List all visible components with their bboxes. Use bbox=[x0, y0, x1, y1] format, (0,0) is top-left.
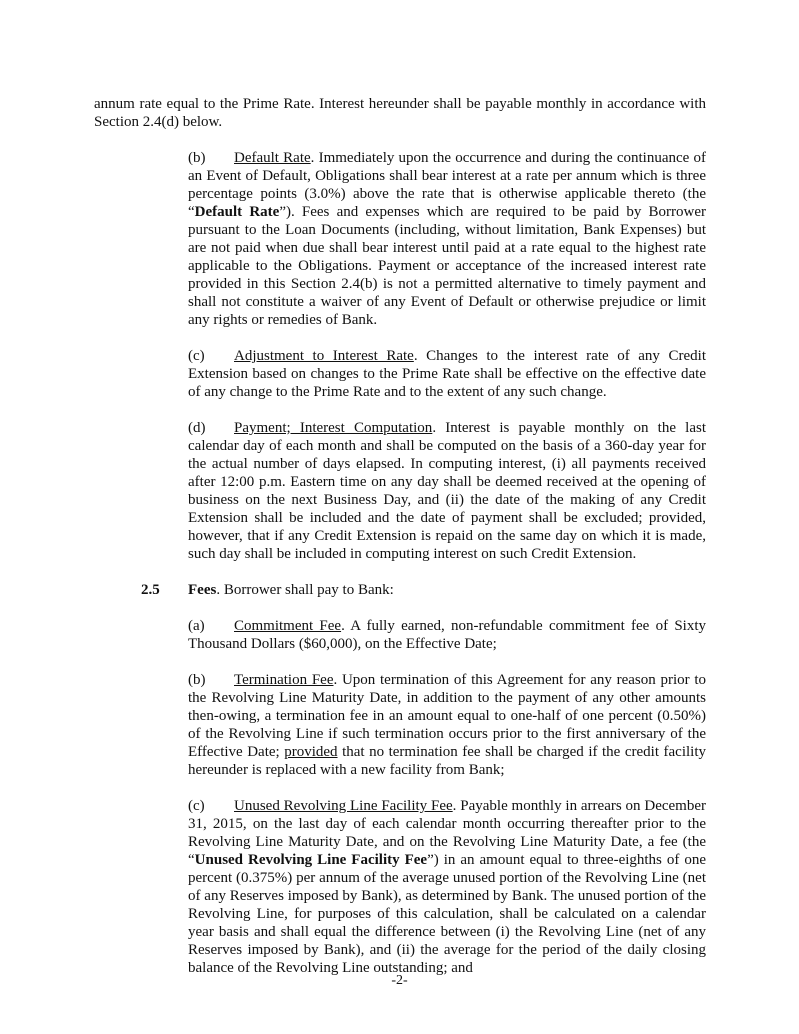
underlined-term: provided bbox=[284, 744, 338, 760]
clause-label: (d) bbox=[188, 420, 206, 436]
clause-label: (b) bbox=[188, 672, 206, 688]
clause-label: (c) bbox=[188, 798, 205, 814]
clause-label: (c) bbox=[188, 348, 205, 364]
clause-heading: Commitment Fee bbox=[234, 618, 342, 634]
paragraph-2-4-b: (b) Default Rate. Immediately upon the occurrence and during the continuance of an Event of Default, Obligations shall bear interest at a rate per annum which is three percentage points (3.0%) above the rate that is otherwise applicable thereto (the “Default Rate”). Fees and expenses which are required to be paid by Borrower pursuant to the Loan Documents (including, without limitation, Bank Expenses) but are not paid when due shall bear interest until paid at a rate equal to the highest rate applicable to the Obligations. Payment or acceptance of the increased interest rate provided in this Section 2.4(b) is not a permitted alternative to timely payment and shall not constitute a waiver of any Event of Default or otherwise prejudice or limit any rights or remedies of Bank. bbox=[188, 150, 706, 328]
defined-term: Unused Revolving Line Facility Fee bbox=[194, 852, 428, 868]
clause-heading: Unused Revolving Line Facility Fee bbox=[234, 798, 453, 814]
paragraph-2-4-d: (d) Payment; Interest Computation. Interest is payable monthly on the last calendar day of each month and shall be computed on the basis of a 360-day year for the actual number of days elapsed. In computing interest, (i) all payments received after 12:00 p.m. Eastern time on any day shall be deemed received at the opening of business on the next Business Day, and (ii) the date of the making of any Credit Extension shall be included and the date of payment shall be excluded; provided, however, that if any Credit Extension is repaid on the same day on which it is made, such day shall be included in computing interest on such Credit Extension. bbox=[188, 420, 706, 562]
section-title: Fees bbox=[188, 582, 217, 598]
clause-heading: Adjustment to Interest Rate bbox=[234, 348, 414, 364]
clause-label: (b) bbox=[188, 150, 206, 166]
section-number: 2.5 bbox=[141, 582, 160, 598]
clause-label: (a) bbox=[188, 618, 205, 634]
clause-heading: Termination Fee bbox=[234, 672, 334, 688]
clause-heading: Payment; Interest Computation bbox=[234, 420, 433, 436]
paragraph-2-5-c: (c) Unused Revolving Line Facility Fee. Payable monthly in arrears on December 31, 2015, on the last day of each calendar month occurring thereafter prior to the Revolving Line Maturity Date, and on the Revolving Line Maturity Date, a fee (the “Unused Revolving Line Facility Fee”) in an amount equal to three-eighths of one percent (0.375%) per annum of the average unused portion of the Revolving Line (net of any Reserves imposed by Bank), as determined by Bank. The unused portion of the Revolving Line, for purposes of this calculation, shall be calculated on a calendar year basis and shall equal the difference between (i) the Revolving Line (net of any Reserves imposed by Bank), and (ii) the average for the period of the daily closing balance of the Revolving Line outstanding; and bbox=[188, 798, 707, 976]
page-number: -2- bbox=[391, 973, 408, 988]
section-2-5-heading: 2.5 Fees. Borrower shall pay to Bank: bbox=[141, 582, 394, 598]
document-page bbox=[94, 95, 706, 995]
clause-heading: Default Rate bbox=[234, 150, 311, 166]
paragraph-2-5-b: (b) Termination Fee. Upon termination of this Agreement for any reason prior to the Revolving Line Maturity Date, in addition to the payment of any other amounts then-owing, a termination fee in an amount equal to one-half of one percent (0.50%) of the Revolving Line if such termination occurs prior to the first anniversary of the Effective Date; provided that no termination fee shall be charged if the credit facility hereunder is replaced with a new facility from Bank; bbox=[188, 672, 706, 778]
paragraph-prime-rate-continuation: annum rate equal to the Prime Rate. Interest hereunder shall be payable monthly in accordance with Section 2.4(d) below. bbox=[94, 96, 706, 130]
defined-term: Default Rate bbox=[194, 204, 280, 220]
paragraph-2-4-c: (c) Adjustment to Interest Rate. Changes to the interest rate of any Credit Extension based on changes to the Prime Rate shall be effective on the effective date of any change to the Prime Rate and to the extent of any such change. bbox=[188, 348, 706, 400]
paragraph-2-5-a: (a) Commitment Fee. A fully earned, non-refundable commitment fee of Sixty Thousand Dollars ($60,000), on the Effective Date; bbox=[188, 618, 706, 652]
